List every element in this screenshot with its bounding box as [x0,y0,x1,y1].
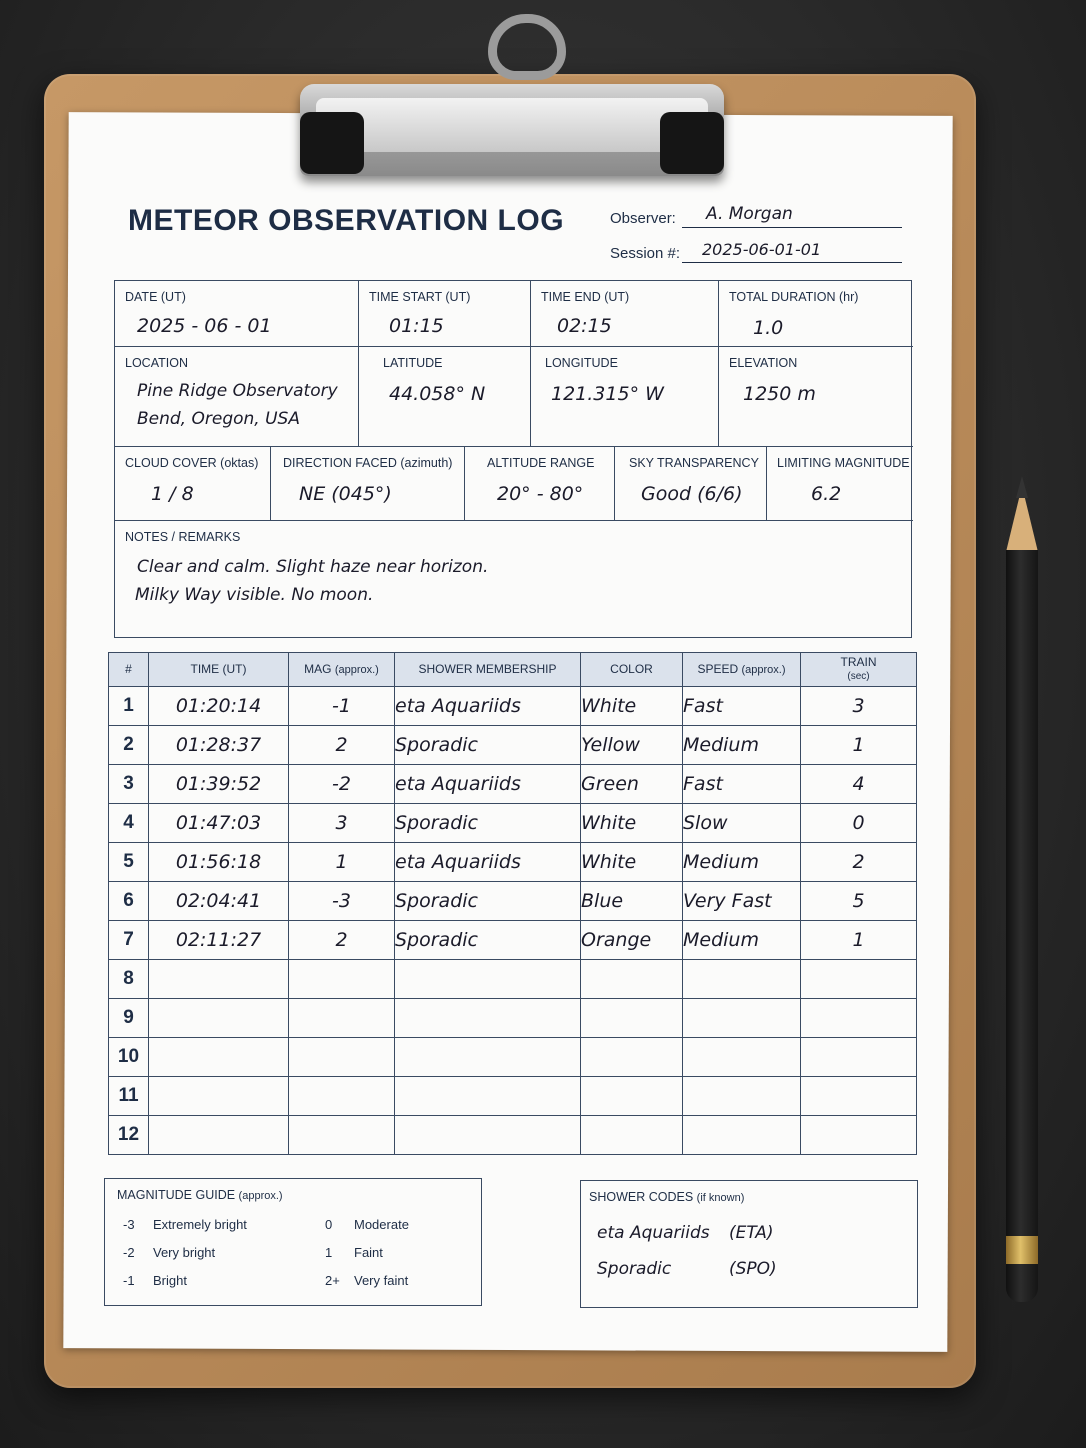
col-header-speed-sub: (approx.) [741,663,786,676]
location-value-line2: Bend, Oregon, USA [137,409,300,429]
time-cell[interactable] [149,1038,289,1077]
shower-code-code: (SPO) [729,1259,777,1279]
observer-label: Observer: [610,210,676,227]
longitude-label: LONGITUDE [545,356,618,370]
col-header-time: TIME (UT) [149,653,289,687]
guide-mag: -3 [123,1217,135,1232]
location-label: LOCATION [125,356,188,370]
train-cell[interactable] [801,960,917,999]
col-header-speed-label: SPEED [697,661,739,676]
time-cell[interactable]: 01:56:18 [149,843,289,882]
row-number: 12 [109,1116,149,1155]
guide-mag: -1 [123,1273,135,1288]
direction-value: NE (045°) [299,483,392,505]
col-header-train [801,653,917,687]
shower-codes-title [589,1190,744,1204]
limiting-mag-cell[interactable] [767,447,913,521]
observer-value[interactable]: A. Morgan [706,204,793,224]
time-start-cell[interactable] [359,281,531,347]
page-title: METEOR OBSERVATION LOG [128,204,565,237]
row-number: 11 [109,1077,149,1116]
shower-cell[interactable] [395,999,581,1038]
notes-line2: Milky Way visible. No moon. [135,585,374,605]
train-cell[interactable]: 1 [801,921,917,960]
shower-cell[interactable] [395,1077,581,1116]
table-row[interactable] [109,843,917,882]
notes-line1: Clear and calm. Slight haze near horizon. [137,557,489,577]
train-cell[interactable]: 2 [801,843,917,882]
train-cell[interactable] [801,1116,917,1155]
altitude-value: 20° - 80° [497,483,584,505]
color-cell[interactable]: Orange [581,921,683,960]
time-cell[interactable]: 02:11:27 [149,921,289,960]
col-header-mag [289,653,395,687]
color-cell[interactable]: White [581,687,683,726]
speed-cell[interactable] [683,960,801,999]
mag-cell[interactable] [289,1077,395,1116]
mag-cell[interactable] [289,960,395,999]
speed-cell[interactable]: Fast [683,765,801,804]
cloud-cover-value: 1 / 8 [151,483,194,505]
speed-cell[interactable]: Very Fast [683,882,801,921]
row-number: 1 [109,687,149,726]
row-number: 7 [109,921,149,960]
date-cell[interactable] [115,281,359,347]
table-row[interactable] [109,882,917,921]
table-row[interactable] [109,1038,917,1077]
color-cell[interactable] [581,999,683,1038]
row-number: 4 [109,804,149,843]
col-header-mag-label: MAG [304,661,332,676]
clip-ring [488,14,566,80]
mag-cell[interactable]: 2 [289,726,395,765]
pencil[interactable] [1006,550,1038,1302]
speed-cell[interactable]: Slow [683,804,801,843]
shower-cell[interactable]: Sporadic [395,804,581,843]
clip-foot-left [300,112,364,174]
color-cell[interactable]: Green [581,765,683,804]
table-row[interactable] [109,960,917,999]
time-start-value: 01:15 [389,315,444,337]
magnitude-guide-box [104,1178,482,1306]
altitude-cell[interactable] [465,447,615,521]
elevation-cell[interactable] [719,347,913,447]
location-value-line1: Pine Ridge Observatory [137,381,338,401]
shower-cell[interactable]: eta Aquariids [395,687,581,726]
time-cell[interactable] [149,999,289,1038]
train-cell[interactable] [801,1038,917,1077]
color-cell[interactable]: White [581,804,683,843]
shower-cell[interactable]: eta Aquariids [395,765,581,804]
time-cell[interactable] [149,1116,289,1155]
date-value: 2025 - 06 - 01 [137,315,272,337]
train-cell[interactable]: 0 [801,804,917,843]
log-body [109,687,917,1155]
cloud-cover-cell[interactable] [115,447,271,521]
time-cell[interactable]: 01:39:52 [149,765,289,804]
table-row[interactable] [109,804,917,843]
guide-desc: Faint [354,1245,383,1260]
transparency-label: SKY TRANSPARENCY [629,456,759,470]
notes-cell[interactable] [115,521,913,637]
duration-value: 1.0 [753,317,784,339]
meteor-log-table [108,652,917,1155]
guide-desc: Extremely bright [153,1217,247,1232]
mag-cell[interactable]: -2 [289,765,395,804]
mag-cell[interactable]: -1 [289,687,395,726]
color-cell[interactable]: White [581,843,683,882]
cloud-cover-label: CLOUD COVER (oktas) [125,456,259,470]
shower-cell[interactable]: Sporadic [395,921,581,960]
col-header-shower: SHOWER MEMBERSHIP [395,653,581,687]
time-end-value: 02:15 [557,315,612,337]
limiting-mag-value: 6.2 [811,483,842,505]
clip-foot-right [660,112,724,174]
session-details-grid [114,280,912,638]
speed-cell[interactable]: Fast [683,687,801,726]
row-number: 3 [109,765,149,804]
table-header-row [109,653,917,687]
time-cell[interactable] [149,960,289,999]
color-cell[interactable]: Yellow [581,726,683,765]
table-row[interactable] [109,999,917,1038]
train-cell[interactable] [801,1077,917,1116]
elevation-value: 1250 m [743,383,816,405]
shower-cell[interactable]: Sporadic [395,726,581,765]
mag-cell[interactable] [289,999,395,1038]
table-row[interactable] [109,921,917,960]
session-line [682,262,902,263]
magnitude-guide-title-sub: (approx.) [238,1190,283,1202]
speed-cell[interactable]: Medium [683,921,801,960]
clip-inner [316,98,708,152]
col-header-num: # [109,653,149,687]
longitude-value: 121.315° W [551,383,664,405]
session-label: Session #: [610,245,681,262]
table-row[interactable] [109,687,917,726]
guide-desc: Very bright [153,1245,216,1260]
col-header-speed [683,653,801,687]
guide-mag: 1 [325,1245,333,1260]
color-cell[interactable] [581,960,683,999]
col-header-mag-sub: (approx.) [334,663,379,676]
train-cell[interactable] [801,999,917,1038]
mag-cell[interactable]: 3 [289,804,395,843]
magnitude-guide-title-text: MAGNITUDE GUIDE [117,1188,236,1202]
transparency-value: Good (6/6) [641,483,743,505]
color-cell[interactable] [581,1038,683,1077]
row-number: 8 [109,960,149,999]
latitude-value: 44.058° N [389,383,486,405]
guide-mag: 0 [325,1217,333,1232]
pencil-band [1006,1236,1038,1264]
row-number: 5 [109,843,149,882]
date-label: DATE (UT) [125,290,186,304]
color-cell[interactable]: Blue [581,882,683,921]
time-cell[interactable]: 02:04:41 [149,882,289,921]
direction-label: DIRECTION FACED (azimuth) [283,456,453,470]
table-row[interactable] [109,726,917,765]
time-end-label: TIME END (UT) [541,290,630,304]
train-cell[interactable]: 3 [801,687,917,726]
guide-mag: -2 [123,1245,135,1260]
speed-cell[interactable] [683,1116,801,1155]
speed-cell[interactable]: Medium [683,726,801,765]
color-cell[interactable] [581,1116,683,1155]
notes-label: NOTES / REMARKS [125,530,241,544]
transparency-cell[interactable] [615,447,767,521]
guide-desc: Bright [153,1273,187,1288]
table-row[interactable] [109,765,917,804]
speed-cell[interactable] [683,999,801,1038]
mag-cell[interactable] [289,1038,395,1077]
row-number: 9 [109,999,149,1038]
shower-codes-box [580,1180,918,1308]
shower-cell[interactable]: eta Aquariids [395,843,581,882]
train-cell[interactable]: 1 [801,726,917,765]
guide-mag: 2+ [325,1273,340,1288]
session-value[interactable]: 2025-06-01-01 [702,240,822,259]
shower-code-code: (ETA) [729,1223,774,1243]
row-number: 6 [109,882,149,921]
duration-label: TOTAL DURATION (hr) [729,290,859,304]
limiting-mag-label: LIMITING MAGNITUDE [777,456,910,470]
time-cell[interactable] [149,1077,289,1116]
row-number: 10 [109,1038,149,1077]
col-header-color: COLOR [581,653,683,687]
speed-cell[interactable] [683,1038,801,1077]
col-header-train-sub: (sec) [847,671,870,682]
observer-line [682,227,902,228]
guide-desc: Very faint [354,1273,409,1288]
latitude-label: LATITUDE [383,356,443,370]
color-cell[interactable] [581,1077,683,1116]
train-cell[interactable]: 4 [801,765,917,804]
mag-cell[interactable]: -3 [289,882,395,921]
elevation-label: ELEVATION [729,356,798,370]
speed-cell[interactable]: Medium [683,843,801,882]
time-cell[interactable]: 01:20:14 [149,687,289,726]
mag-cell[interactable] [289,1116,395,1155]
direction-cell[interactable] [271,447,465,521]
row-number: 2 [109,726,149,765]
shower-cell[interactable]: Sporadic [395,882,581,921]
longitude-cell[interactable] [531,347,719,447]
time-start-label: TIME START (UT) [369,290,471,304]
speed-cell[interactable] [683,1077,801,1116]
shower-codes-title-sub: (if known) [696,1192,745,1204]
mag-cell[interactable]: 1 [289,843,395,882]
guide-desc: Moderate [354,1217,409,1232]
magnitude-guide-title [117,1188,283,1202]
table-row[interactable] [109,1077,917,1116]
time-cell[interactable]: 01:47:03 [149,804,289,843]
col-header-train-label: TRAIN [840,655,877,669]
location-cell[interactable] [115,347,359,447]
pencil-lead [1016,476,1028,498]
duration-cell[interactable] [719,281,913,347]
mag-cell[interactable]: 2 [289,921,395,960]
latitude-cell[interactable] [359,347,531,447]
time-end-cell[interactable] [531,281,719,347]
shower-cell[interactable] [395,960,581,999]
time-cell[interactable]: 01:28:37 [149,726,289,765]
shower-code-name: eta Aquariids [597,1223,710,1243]
shower-codes-title-text: SHOWER CODES [589,1190,694,1204]
shower-code-name: Sporadic [597,1259,672,1279]
table-row[interactable] [109,1116,917,1155]
shower-cell[interactable] [395,1116,581,1155]
altitude-label: ALTITUDE RANGE [487,456,595,470]
shower-cell[interactable] [395,1038,581,1077]
train-cell[interactable]: 5 [801,882,917,921]
